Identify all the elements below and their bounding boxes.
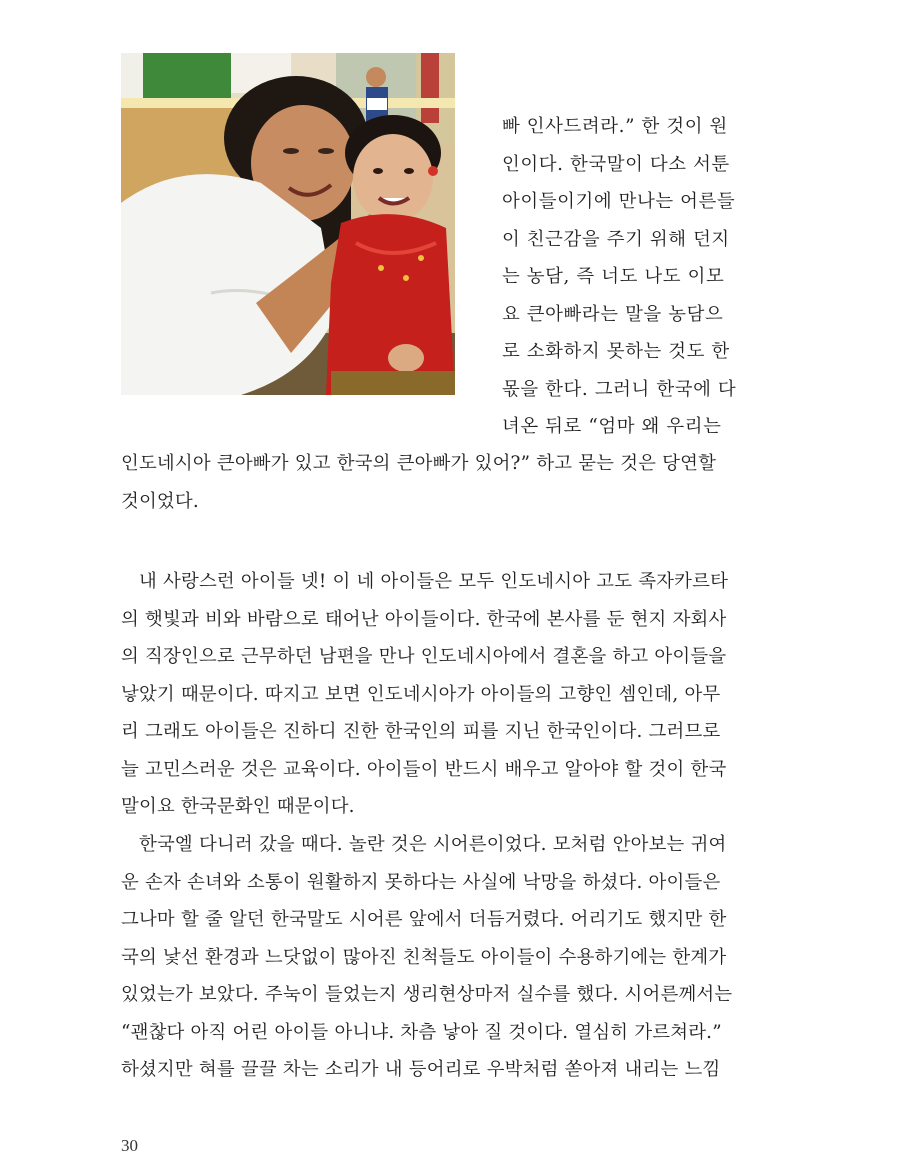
photo-woman-and-child <box>121 53 455 395</box>
text-line: 낳았기 때문이다. 따지고 보면 인도네시아가 아이들의 고향인 셈인데, 아무 <box>121 683 721 705</box>
text-line: 빠 인사드려라.” 한 것이 원 <box>502 116 728 137</box>
text-line: 몫을 한다. 그러니 한국에 다 <box>502 378 737 400</box>
text-line: 있었는가 보았다. 주눅이 들었는지 생리현상마저 실수를 했다. 시어른께서는 <box>121 984 733 1005</box>
text-line: 리 그래도 아이들은 진하디 진한 한국인의 피를 지닌 한국인이다. 그러므로 <box>121 721 721 742</box>
text-line: 늘 고민스러운 것은 교육이다. 아이들이 반드시 배우고 알아야 할 것이 한국 <box>121 758 727 780</box>
text-line: 운 손자 손녀와 소통이 원활하지 못하다는 사실에 낙망을 하셨다. 아이들은 <box>121 871 721 893</box>
text-line: 한국엘 다니러 갔을 때다. 놀란 것은 시어른이었다. 모처럼 안아보는 귀여 <box>139 834 727 855</box>
text-line: 국의 낯선 환경과 느닷없이 많아진 친척들도 아이들이 수용하기에는 한계가 <box>121 946 727 968</box>
page-number: 30 <box>121 1136 138 1155</box>
paragraph-2 <box>121 563 735 826</box>
text-line: 의 직장인으로 근무하던 남편을 만나 인도네시아에서 결혼을 하고 아이들을 <box>121 646 727 667</box>
photo-woman-and-child-icon <box>121 53 455 395</box>
text-line: 는 농담, 즉 너도 나도 이모 <box>502 266 725 287</box>
text-line: 그나마 할 줄 알던 한국말도 시어른 앞에서 더듬거렸다. 어리기도 했지만 한 <box>121 909 727 930</box>
text-line: 내 사랑스런 아이들 넷! 이 네 아이들은 모두 인도네시아 고도 족자카르타 <box>139 571 729 592</box>
paragraph-1-tail <box>121 445 735 520</box>
text-line: 하셨지만 혀를 끌끌 차는 소리가 내 등어리로 우박처럼 쏟아져 내리는 느낌 <box>121 1059 721 1080</box>
paragraph-3 <box>121 826 735 1089</box>
text-line: 인도네시아 큰아빠가 있고 한국의 큰아빠가 있어?” 하고 묻는 것은 당연할 <box>121 453 717 474</box>
text-line: 녀온 뒤로 “엄마 왜 우리는 <box>502 416 722 437</box>
text-line: “괜찮다 아직 어린 아이들 아니냐. 차츰 낳아 질 것이다. 열심히 가르쳐라.” <box>121 1021 722 1043</box>
text-line: 인이다. 한국말이 다소 서툰 <box>502 153 730 175</box>
text-line: 것이었다. <box>121 490 199 512</box>
text-line: 이 친근감을 주기 위해 던지 <box>502 228 730 250</box>
text-line: 의 햇빛과 비와 바람으로 태어난 아이들이다. 한국에 본사를 둔 현지 자회사 <box>121 608 727 630</box>
text-line: 요 큰아빠라는 말을 농담으 <box>502 303 724 325</box>
text-line: 말이요 한국문화인 때문이다. <box>121 796 355 817</box>
text-line: 아이들이기에 만나는 어른들 <box>502 191 736 212</box>
text-line: 로 소화하지 못하는 것도 한 <box>502 341 730 362</box>
wrap-text-column <box>502 108 737 446</box>
